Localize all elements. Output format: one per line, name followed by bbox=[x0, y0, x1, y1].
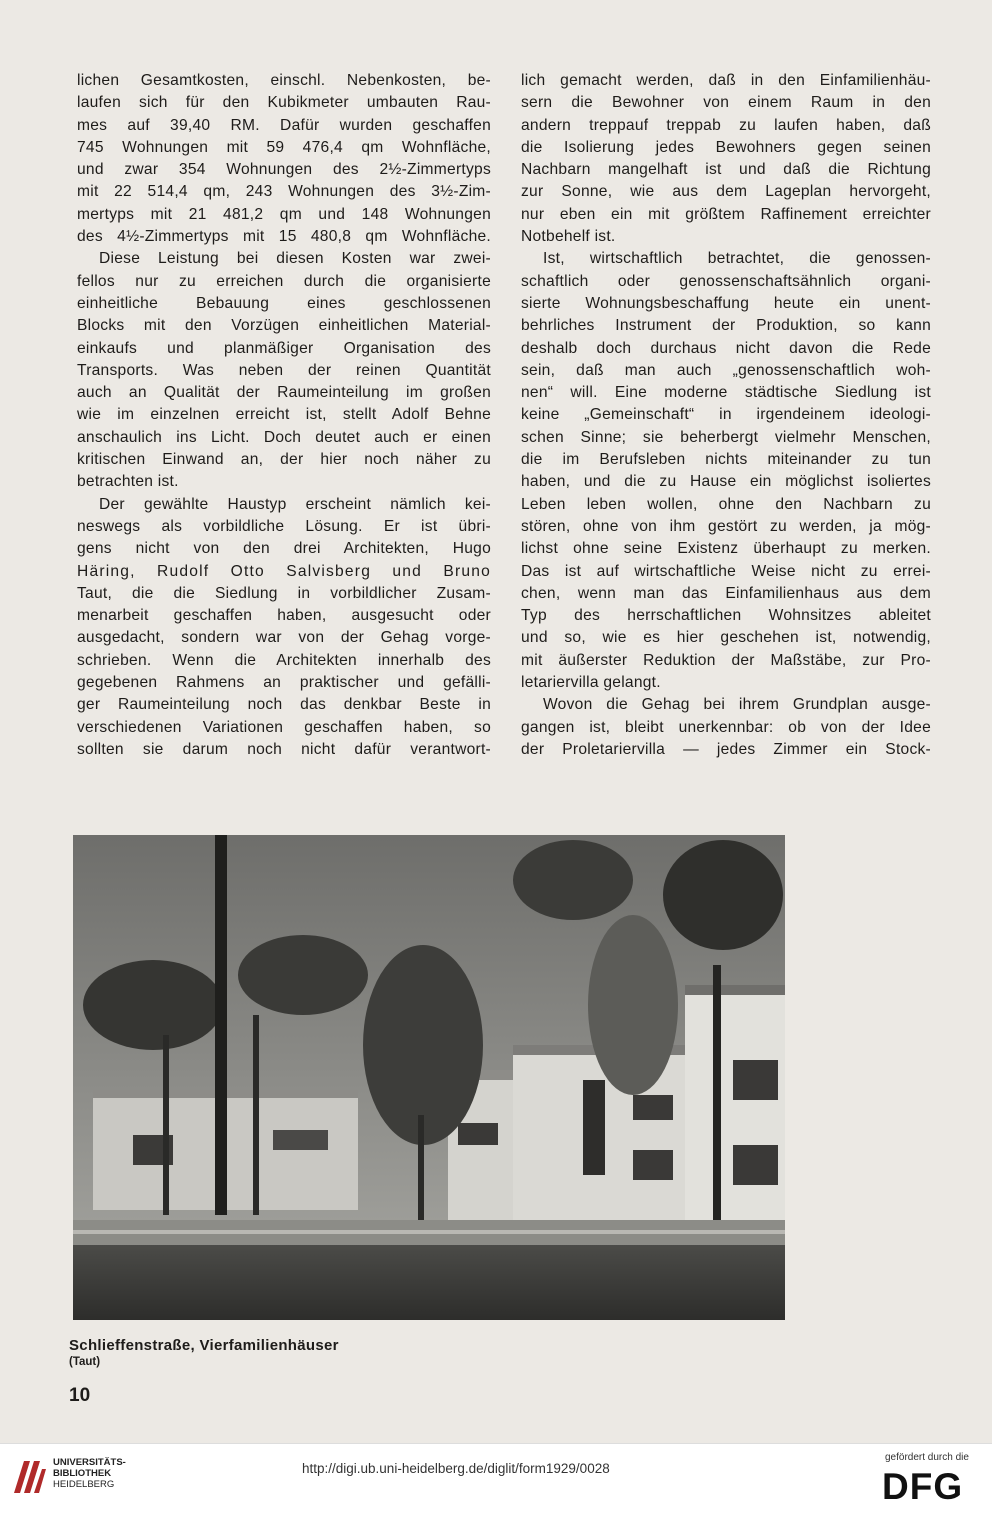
page-number: 10 bbox=[69, 1385, 91, 1406]
photo-illustration bbox=[73, 835, 785, 1320]
library-name: UNIVERSITÄTS- BIBLIOTHEK HEIDELBERG bbox=[53, 1457, 126, 1490]
source-url-link[interactable]: http://digi.ub.uni-heidelberg.de/diglit/form1929/0028 bbox=[302, 1461, 610, 1476]
dfg-logo: DFG bbox=[882, 1466, 964, 1507]
paragraph: lich gemacht werden, daß in den Einfamilienhäu- sern die Bewohner von einem Raum in den andern treppauf treppab zu laufen haben, daß die Isolierung jedes Bewohners gegen seinen Nachbarn mangelhaft ist und daß die Richtung zur Sonne, wie aus dem Lageplan hervorgeht, nur eben ein mit größtem Raffinement erreichter Notbehelf ist. bbox=[521, 72, 931, 246]
street-photo bbox=[73, 835, 785, 1320]
paragraph: Wovon die Gehag bei ihrem Grundplan ausge- bbox=[543, 696, 931, 714]
paragraph: gangen ist, bleibt unerkennbar: ob von der Idee der Proletariervilla — jedes Zimmer ein Stock- bbox=[521, 718, 931, 758]
footer-bar bbox=[0, 1443, 992, 1514]
paragraph: neswegs als vorbildliche Lösung. Er ist übri- gens nicht von den drei Architekten, Hugo Häring, Rudolf Otto Salvisberg und Bruno Taut, die die Siedlung in vorbildlicher Zusam- menarbeit geschaffen haben, ausgesucht oder ausgedacht, sondern war von der Gehag vorge- schrieben. Wenn die Architekten innerhalb des gegebenen Rahmens an praktischer und gefälli- ger Raumeinteilung noch das denkbar Beste in verschiedenen Variationen geschaffen haben, so sollten sie darum noch nicht dafür verantwort- bbox=[77, 517, 491, 758]
paragraph: Ist, wirtschaftlich betrachtet, die genossen- bbox=[543, 250, 931, 268]
paragraph: Diese Leistung bei diesen Kosten war zwei- bbox=[99, 250, 491, 268]
right-column bbox=[521, 70, 931, 761]
paragraph: schaftlich oder genossenschaftsähnlich organi- sierte Wohnungsbeschaffung heute ein unent- behrliches Instrument der Produktion, so kann deshalb doch durchaus nicht davon die Rede sein, daß man auch „genossenschaftlich woh- nen“ will. Eine moderne städtische Siedlung ist keine „Gemeinschaft“ in irgendeinem ideologi- schen Sinne; sie beherbergt vielmehr Menschen, die im Berufsleben nichts miteinander zu tun haben, und die zu Hause ein möglichst isoliertes Leben leben wollen, ohne den Nachbarn zu stören, ohne von ihm gestört zu werden, ja mög- lichst ohne seine Existenz überhaupt zu merken. Das ist auf wirtschaftliche Weise nicht zu errei- chen, wenn man das Einfamilienhaus aus dem Typ des herrschaftlichen Wohnsitzes ableitet und so, wie es hier geschehen ist, notwendig, mit äußerster Reduktion der Maßstäbe, zur Pro- letariervilla gelangt. bbox=[521, 272, 931, 692]
paragraph: lichen Gesamtkosten, einschl. Nebenkosten, be- laufen sich für den Kubikmeter umbauten Rau- mes auf 39,40 RM. Dafür wurden geschaffen 745 Wohnungen mit 59 476,4 qm Wohnfläche, und zwar 354 Wohnungen des 2½-Zimmertyps mit 22 514,4 qm, 243 Wohnungen des 3½-Zim- mertyps mit 21 481,2 qm und 148 Wohnungen des 4½-Zimmertyps mit 15 480,8 qm Wohnfläche. bbox=[77, 72, 491, 246]
paragraph: Der gewählte Haustyp erscheint nämlich kei- bbox=[99, 495, 491, 513]
photo-credit: (Taut) bbox=[69, 1356, 101, 1368]
left-column bbox=[77, 70, 491, 761]
funding-note: gefördert durch die bbox=[885, 1452, 969, 1463]
university-library-logo-icon bbox=[10, 1457, 48, 1497]
paragraph: fellos nur zu erreichen durch die organisierte einheitliche Bebauung eines geschlossenen Blocks mit den Vorzügen einheitlichen Material- einkaufs und planmäßiger Organisation des Transports. Was neben der reinen Quantität auch an Qualität der Raumeinteilung im großen wie im einzelnen erreicht ist, stellt Adolf Behne anschaulich ins Licht. Doch deutet auch er einen kritischen Einwand an, der hier noch näher zu betrachten ist. bbox=[77, 272, 491, 491]
photo-caption: Schlieffenstraße, Vierfamilienhäuser bbox=[69, 1337, 339, 1354]
